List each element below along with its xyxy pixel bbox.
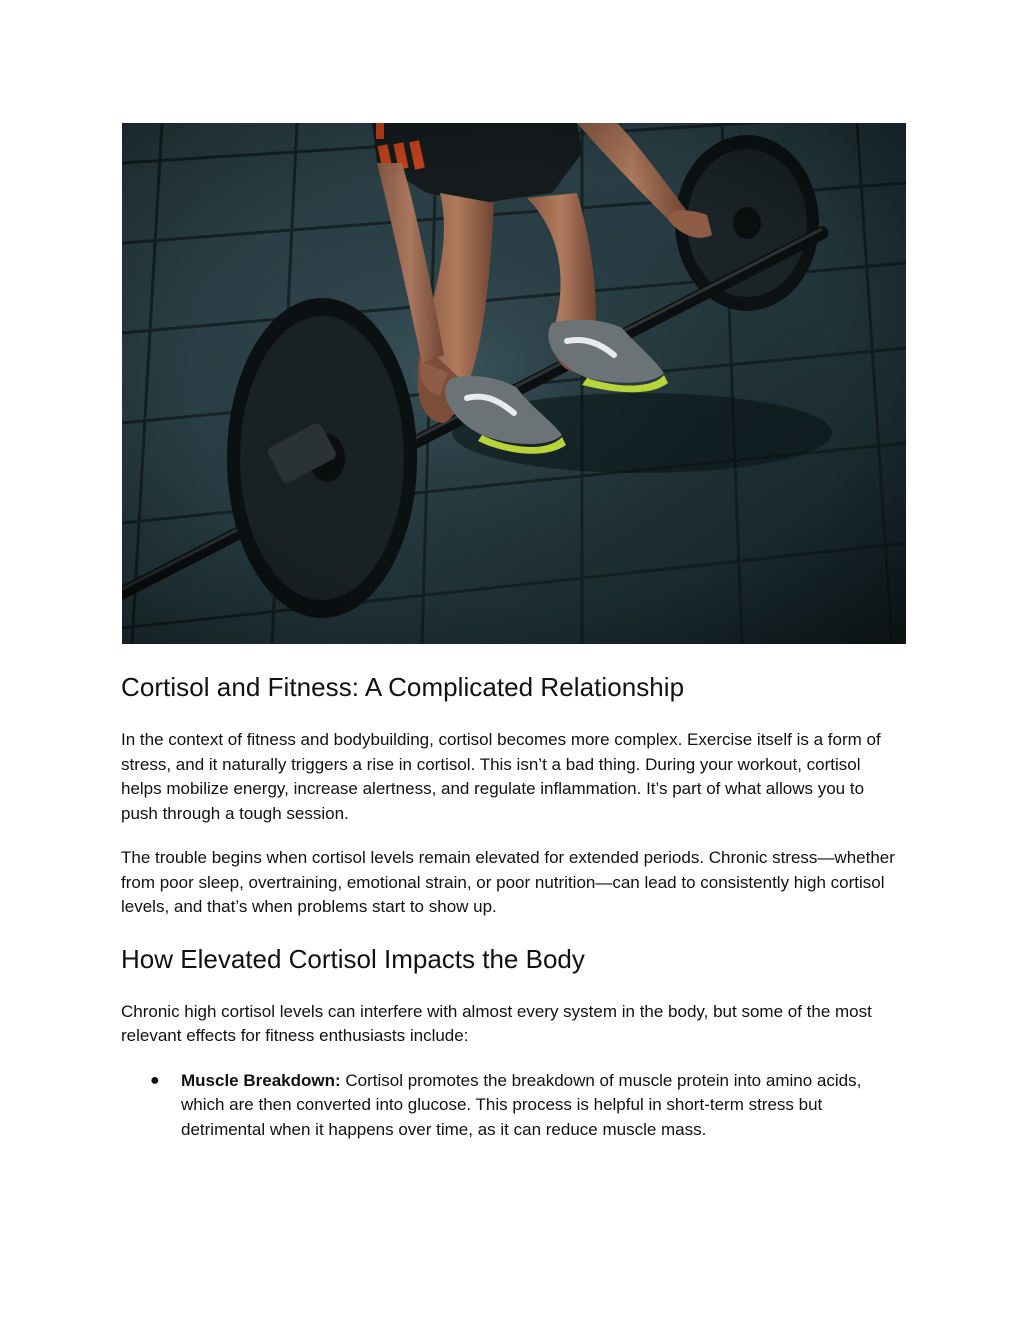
paragraph-exercise-stress: In the context of fitness and bodybuilding, cortisol becomes more complex. Exercise itself is a form of stress, and it naturally triggers a rise in cortisol. This isn’t a bad thing. During your workout, cortisol helps mobilize energy, increase alertness, and regulate inflammation. It’s part of what allows you to push through a tough session. [121, 730, 881, 823]
section-heading-elevated-cortisol: How Elevated Cortisol Impacts the Body [121, 943, 585, 974]
paragraph-chronic-stress: The trouble begins when cortisol levels remain elevated for extended periods. Chronic stress—whether from poor sleep, overtraining, emotional strain, or poor nutrition—can lead to consistently high cortisol levels, and that’s when problems start to show up. [121, 848, 895, 916]
article-content [121, 668, 901, 1142]
bullet-title: Muscle Breakdown: [181, 1070, 341, 1090]
bullet-icon: ● [150, 1071, 160, 1089]
deadlift-photo [122, 123, 906, 644]
hero-image [122, 123, 906, 644]
list-item [121, 1069, 901, 1143]
effects-list [121, 1069, 901, 1143]
bullet-text: Cortisol promotes the breakdown of muscle protein into amino acids, which are then converted into glucose. This process is helpful in short-term stress but detrimental when it happens over time, as it can reduce muscle mass. [181, 1070, 862, 1139]
section-heading-cortisol-fitness: Cortisol and Fitness: A Complicated Relationship [121, 672, 685, 702]
paragraph-chronic-effects-intro: Chronic high cortisol levels can interfere with almost every system in the body, but some of the most relevant effects for fitness enthusiasts include: [121, 1001, 872, 1045]
